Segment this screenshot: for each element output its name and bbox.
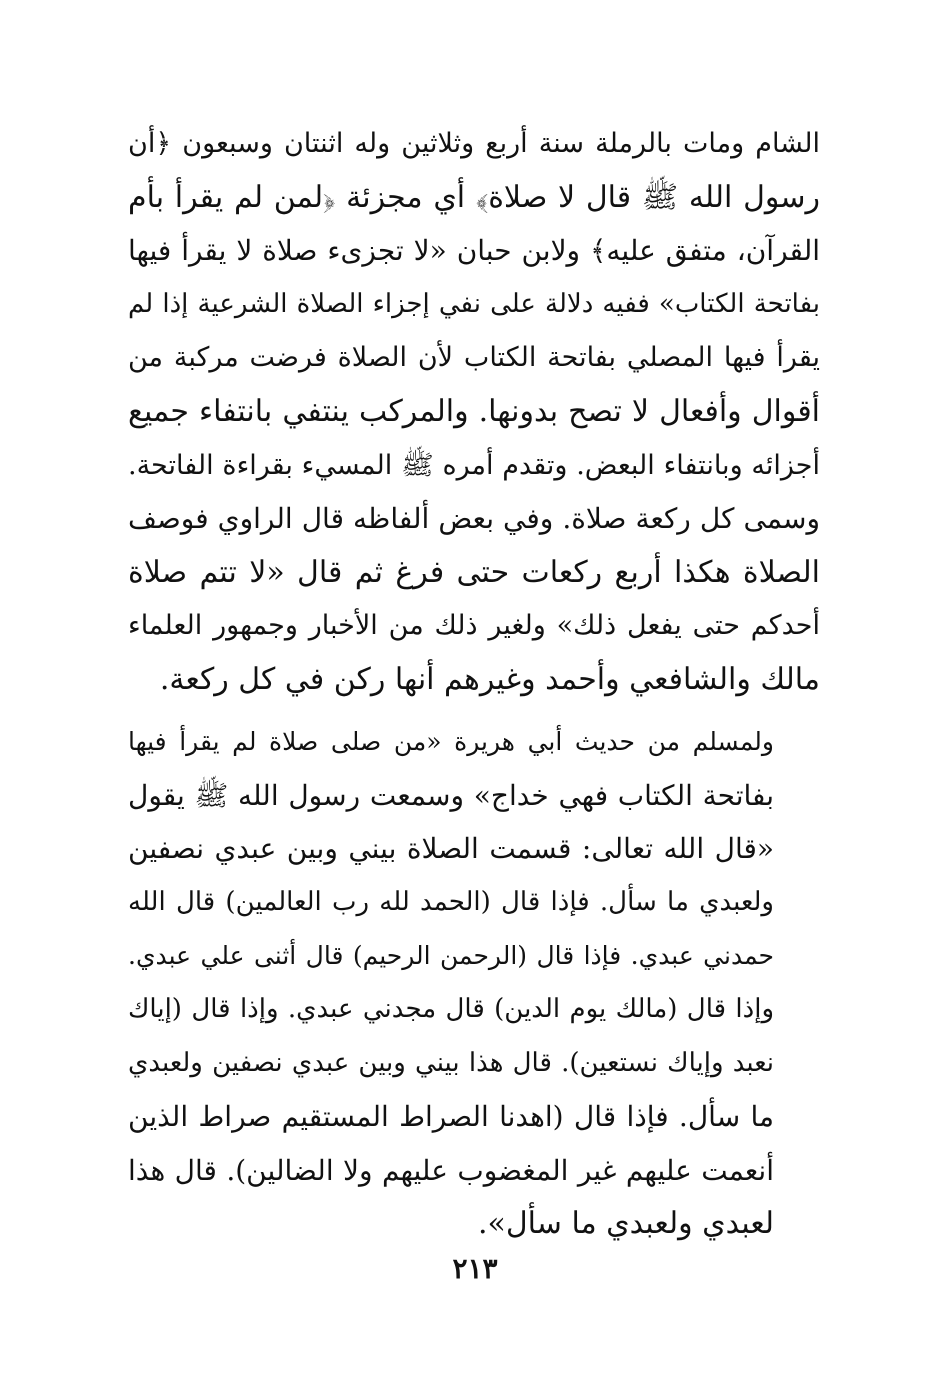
text-line: حمدني عبدي. فإذا قال (الرحمن الرحيم) قال أثنى علي عبدي. [128,941,774,971]
text-line: بفاتحة الكتاب فهي خداج» وسمعت رسول الله ﷺ يقول [128,778,774,812]
paragraph-1 [128,117,820,707]
text-line: لعبدي ولعبدي ما سأل». [477,1206,774,1242]
text-line: يقرأ فيها المصلي بفاتحة الكتاب لأن الصلاة فرضت مركبة من [128,342,820,374]
text-line: ما سأل. فإذا قال (اهدنا الصراط المستقيم صراط الذين [128,1100,774,1134]
text-line: ولمسلم من حديث أبي هريرة «من صلى صلاة لم يقرأ فيها [128,727,774,756]
text-line: أنعمت عليهم غير المغضوب عليهم ولا الضالين). قال هذا [128,1153,774,1187]
text-line: نعبد وإياك نستعين). قال هذا بيني وبين عبدي نصفين ولعبدي [128,1047,774,1078]
text-line: أجزائه وبانتفاء البعض. وتقدم أمره ﷺ المسيء بقراءة الفاتحة. [128,449,820,481]
text-line: «قال الله تعالى: قسمت الصلاة بيني وبين عبدي نصفين [128,832,774,866]
text-line: مالك والشافعي وأحمد وغيرهم أنها ركن في كل ركعة. [159,661,820,697]
text-line: القرآن، متفق عليه﴾ ولابن حبان «لا تجزىء صلاة لا يقرأ فيها [128,234,820,268]
text-line: أقوال وأفعال لا تصح بدونها. والمركب ينتفي بانتفاء جميع [128,393,820,429]
paragraph-2 [128,715,820,1251]
text-line: أحدكم حتى يفعل ذلك» ولغير ذلك من الأخبار وجمهور العلماء [128,610,820,642]
text-line: الصلاة هكذا أربع ركعات حتى فرغ ثم قال «لا تتم صلاة [128,554,820,590]
page-number: ٢١٣ [452,1252,498,1285]
text-line: الشام ومات بالرملة سنة أربع وثلاثين وله اثنتان وسبعون ﴿أن [128,128,820,159]
text-line: وإذا قال (مالك يوم الدين) قال مجدني عبدي. وإذا قال (إياك [128,993,774,1024]
text-line: ولعبدي ما سأل. فإذا قال (الحمد لله رب العالمين) قال الله [128,886,774,917]
text-line: وسمى كل ركعة صلاة. وفي بعض ألفاظه قال الراوي فوصف [128,502,820,536]
text-line: بفاتحة الكتاب» ففيه دلالة على نفي إجزاء الصلاة الشرعية إذا لم [128,288,820,319]
text-line: رسول الله ﷺ قال لا صلاة﴾ أي مجزئة ﴿لمن لم يقرأ بأم [128,179,820,215]
